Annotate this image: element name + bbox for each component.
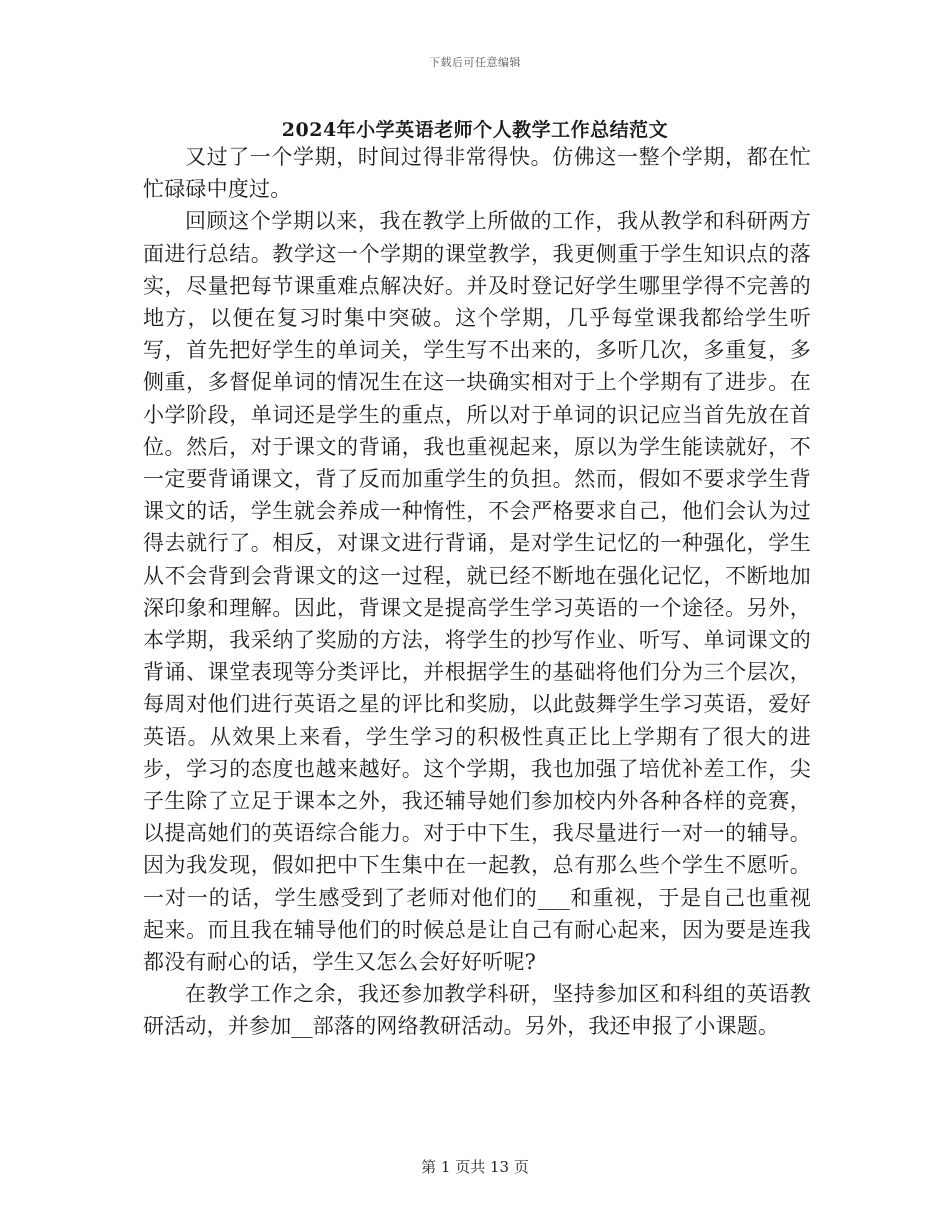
- page-number: 第 1 页共 13 页: [421, 1158, 529, 1176]
- paragraph-3: 在教学工作之余，我还参加教学科研，坚持参加区和科组的英语教研活动，并参加__部落的网络教研活动。另外，我还申报了小课题。: [143, 982, 811, 1039]
- paragraph-1: 又过了一个学期，时间过得非常得快。仿佛这一整个学期，都在忙忙碌碌中度过。: [143, 145, 811, 202]
- header-note: 下载后可任意编辑: [429, 56, 521, 69]
- paragraph-2: 回顾这个学期以来，我在教学上所做的工作，我从教学和科研两方面进行总结。教学这一个学期的课堂教学，我更侧重于学生知识点的落实，尽量把每节课重难点解决好。并及时登记好学生哪里学得不完善的地方，以便在复习时集中突破。这个学期，几乎每堂课我都给学生听写，首先把好学生的单词关，学生写不出来的，多听几次，多重复，多侧重，多督促单词的情况生在这一块确实相对于上个学期有了进步。在小学阶段，单词还是学生的重点，所以对于单词的识记应当首先放在首位。然后，对于课文的背诵，我也重视起来，原以为学生能读就好，不一定要背诵课文，背了反而加重学生的负担。然而，假如不要求学生背课文的话，学生就会养成一种惰性，不会严格要求自己，他们会认为过得去就行了。相反，对课文进行背诵，是对学生记忆的一种强化，学生从不会背到会背课文的这一过程，就已经不断地在强化记忆，不断地加深印象和理解。因此，背课文是提高学生学习英语的一个途径。另外，本学期，我采纳了奖励的方法，将学生的抄写作业、听写、单词课文的背诵、课堂表现等分类评比，并根据学生的基础将他们分为三个层次，每周对他们进行英语之星的评比和奖励，以此鼓舞学生学习英语，爱好英语。从效果上来看，学生学习的积极性真正比上学期有了很大的进步，学习的态度也越来越好。这个学期，我也加强了培优补差工作，尖子生除了立足于课本之外，我还辅导她们参加校内外各种各样的竞赛，以提高她们的英语综合能力。对于中下生，我尽量进行一对一的辅导。因为我发现，假如把中下生集中在一起教，总有那么些个学生不愿听。一对一的话，学生感受到了老师对他们的___和重视，于是自己也重视起来。而且我在辅导他们的时候总是让自己有耐心起来，因为要是连我都没有耐心的话，学生又怎么会好好听呢?: [143, 209, 811, 975]
- document-body: [143, 141, 811, 1043]
- document-title: 2024年小学英语老师个人教学工作总结范文: [281, 119, 669, 141]
